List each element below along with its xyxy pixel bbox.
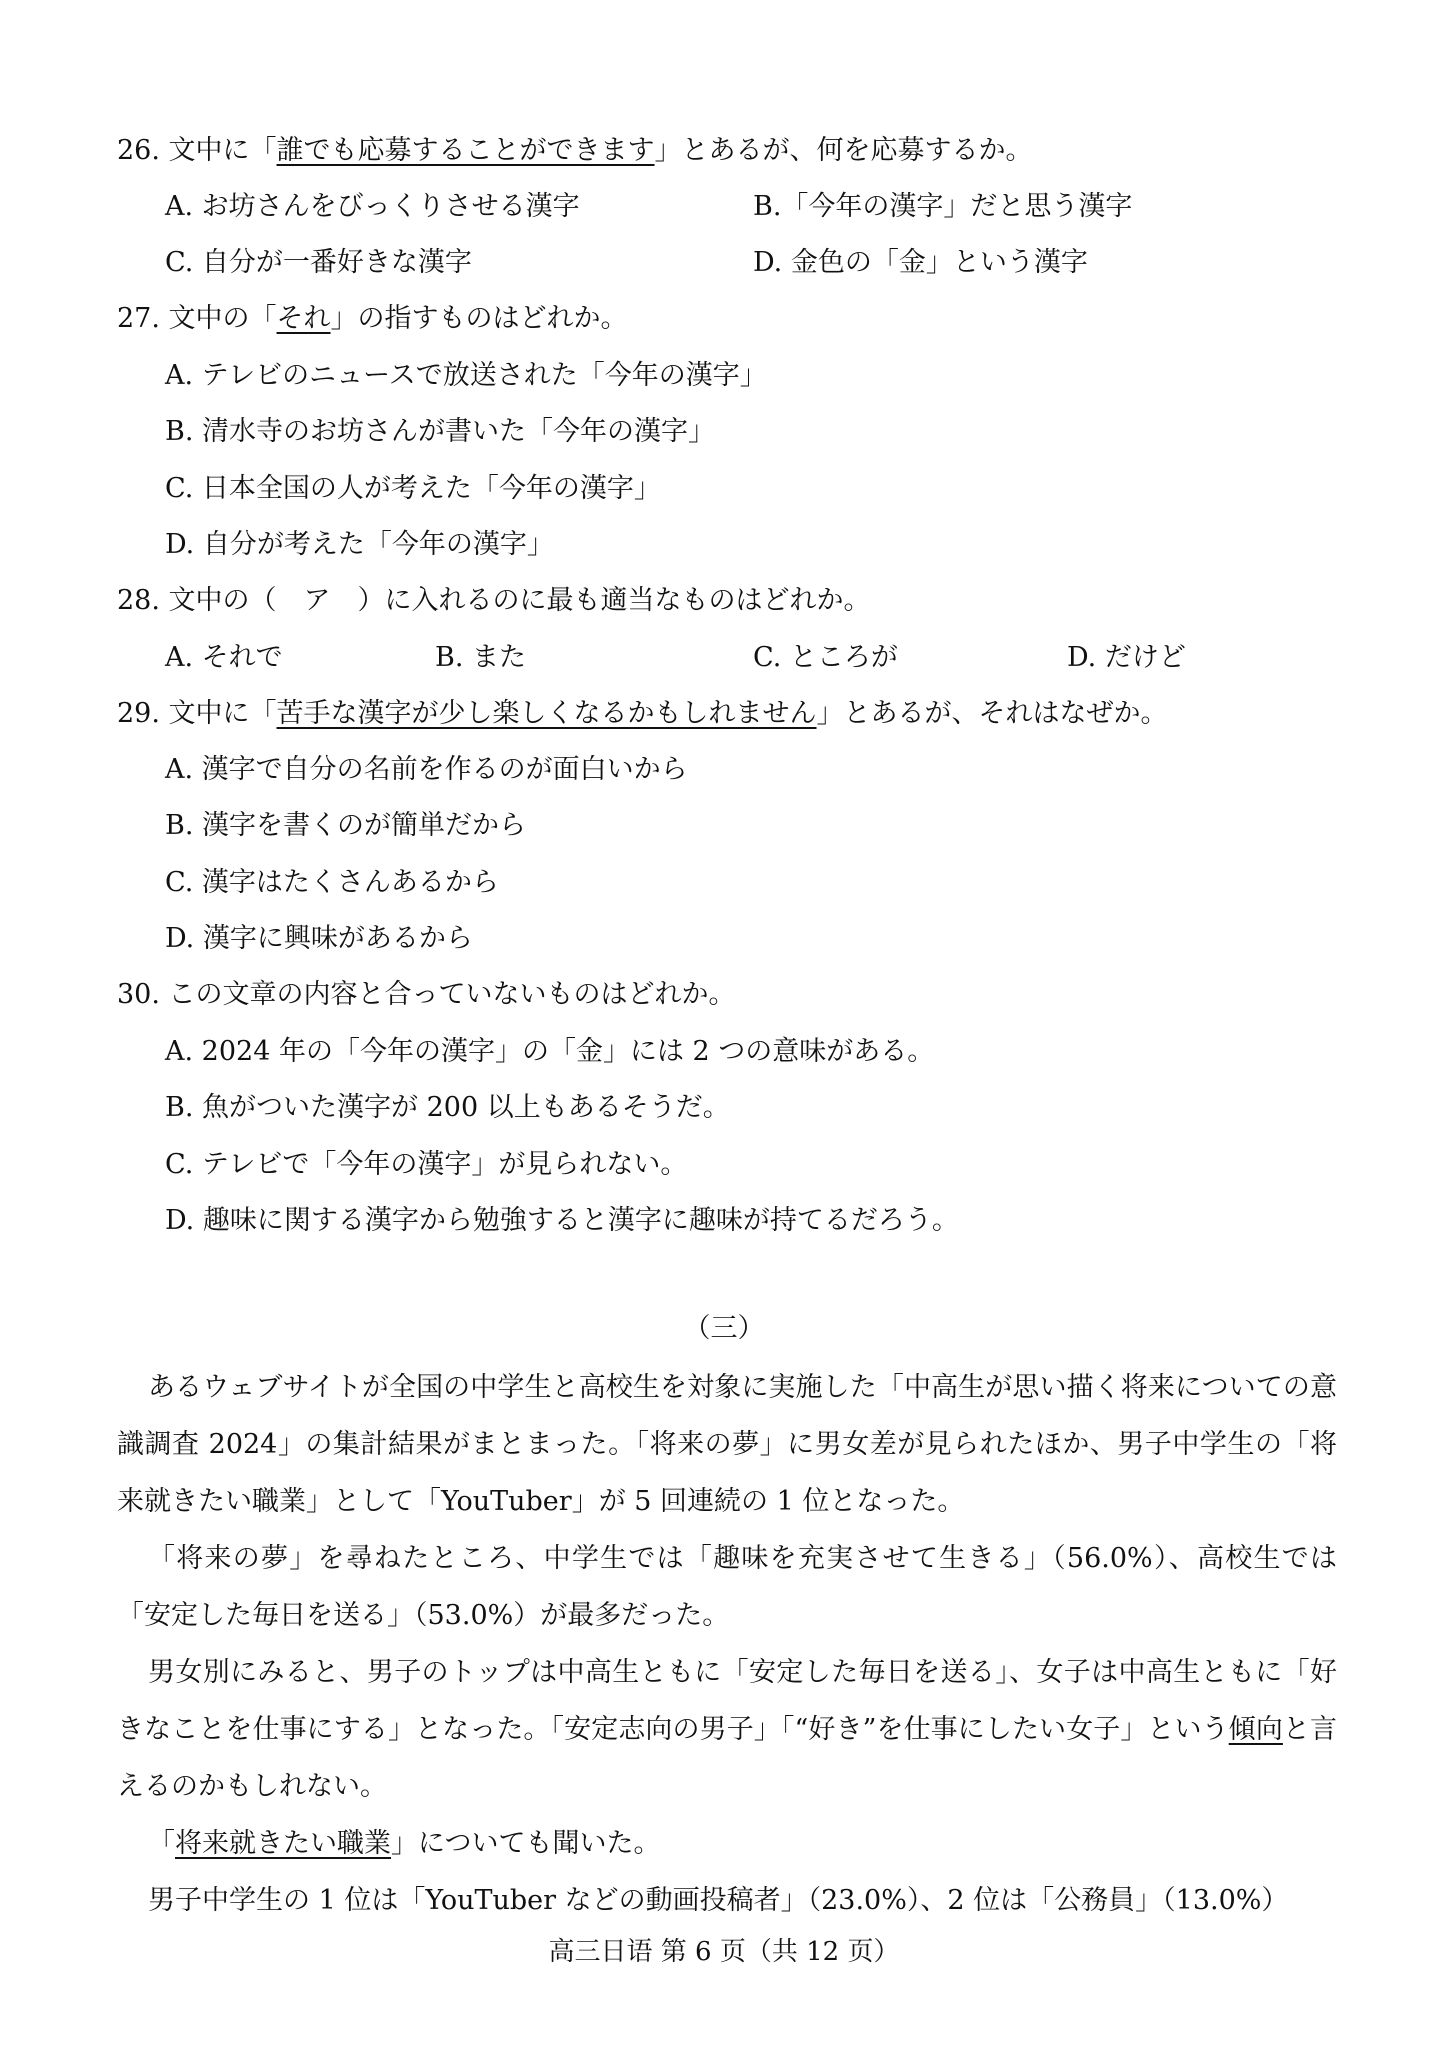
q30-option-a[interactable]: A. 2024 年の「今年の漢字」の「金」には 2 つの意味がある。	[165, 1036, 935, 1067]
passage-p4-underlined: 将来就きたい職業	[175, 1828, 391, 1859]
question-27	[117, 299, 628, 339]
page-footer: 高三日语 第 6 页（共 12 页）	[548, 1937, 900, 1967]
q27-option-a[interactable]: A. テレビのニュースで放送された「今年の漢字」	[165, 360, 767, 391]
q26-option-d[interactable]: D. 金色の「金」という漢字	[753, 247, 1088, 278]
q28-option-c[interactable]: C. ところが	[753, 642, 898, 673]
reading-passage	[117, 1359, 1337, 1929]
passage-paragraph-3	[117, 1644, 1337, 1815]
passage-paragraph-5: 男子中学生の 1 位は「YouTuber などの動画投稿者」（23.0%）、2 位は「公務員」（13.0%）	[148, 1885, 1289, 1916]
q26-pre: 26. 文中に「	[117, 135, 277, 166]
q28-option-a[interactable]: A. それで	[165, 642, 283, 673]
question-28: 28. 文中の（ ア ）に入れるのに最も適当なものはどれか。	[117, 585, 871, 616]
section-heading: （三）	[683, 1313, 765, 1344]
q27-option-b[interactable]: B. 清水寺のお坊さんが書いた「今年の漢字」	[165, 416, 716, 447]
q27-option-c[interactable]: C. 日本全国の人が考えた「今年の漢字」	[165, 473, 661, 504]
passage-paragraph-2: 「将来の夢」を尋ねたところ、中学生では「趣味を充実させて生きる」（56.0%）、高校生では「安定した毎日を送る」（53.0%）が最多だった。	[117, 1543, 1337, 1631]
passage-p4-b: 」についても聞いた。	[391, 1828, 661, 1859]
q30-option-d[interactable]: D. 趣味に関する漢字から勉強すると漢字に趣味が持てるだろう。	[165, 1205, 959, 1236]
q26-option-c[interactable]: C. 自分が一番好きな漢字	[165, 247, 472, 278]
q29-option-c[interactable]: C. 漢字はたくさんあるから	[165, 867, 499, 898]
q26-underlined: 誰でも応募することができます	[276, 135, 655, 166]
q26-post: 」とあるが、何を応募するか。	[654, 135, 1033, 166]
q26-option-a[interactable]: A. お坊さんをびっくりさせる漢字	[165, 191, 580, 222]
q27-pre: 27. 文中の「	[117, 303, 277, 334]
q26-option-b[interactable]: B.「今年の漢字」だと思う漢字	[753, 191, 1133, 222]
q29-option-d[interactable]: D. 漢字に興味があるから	[165, 923, 473, 954]
passage-paragraph-1: あるウェブサイトが全国の中学生と高校生を対象に実施した「中高生が思い描く将来についての意識調査 2024」の集計結果がまとまった。「将来の夢」に男女差が見られたほか、男子中学生の「将来就きたい職業」として「YouTuber」が 5 回連続の 1 位となった。	[117, 1372, 1337, 1517]
q28-option-d[interactable]: D. だけど	[1067, 642, 1186, 673]
passage-p3-underlined: 傾向	[1228, 1714, 1283, 1745]
q29-option-b[interactable]: B. 漢字を書くのが簡単だから	[165, 810, 527, 841]
question-26	[117, 131, 1033, 171]
q30-option-b[interactable]: B. 魚がついた漢字が 200 以上もあるそうだ。	[165, 1092, 730, 1123]
passage-p4-a: 「	[148, 1828, 175, 1859]
question-29	[117, 694, 1168, 734]
passage-p3-a: 男女別にみると、男子のトップは中高生ともに「安定した毎日を送る」、女子は中高生ともに「好きなことを仕事にする」となった。「安定志向の男子」「“好き”を仕事にしたい女子」という	[117, 1657, 1337, 1745]
q28-option-b[interactable]: B. また	[435, 642, 527, 673]
passage-paragraph-4	[117, 1815, 1337, 1872]
q29-post: 」とあるが、それはなぜか。	[816, 698, 1168, 729]
q29-pre: 29. 文中に「	[117, 698, 277, 729]
passage-p3-b: と言えるのかもしれない。	[117, 1714, 1338, 1802]
q29-option-a[interactable]: A. 漢字で自分の名前を作るのが面白いから	[165, 754, 688, 785]
q27-post: 」の指すものはどれか。	[330, 303, 628, 334]
question-30: 30. この文章の内容と合っていないものはどれか。	[117, 979, 736, 1010]
q27-option-d[interactable]: D. 自分が考えた「今年の漢字」	[165, 529, 554, 560]
q29-underlined: 苦手な漢字が少し楽しくなるかもしれません	[276, 698, 817, 729]
q27-underlined: それ	[276, 303, 331, 334]
q30-option-c[interactable]: C. テレビで「今年の漢字」が見られない。	[165, 1149, 688, 1180]
